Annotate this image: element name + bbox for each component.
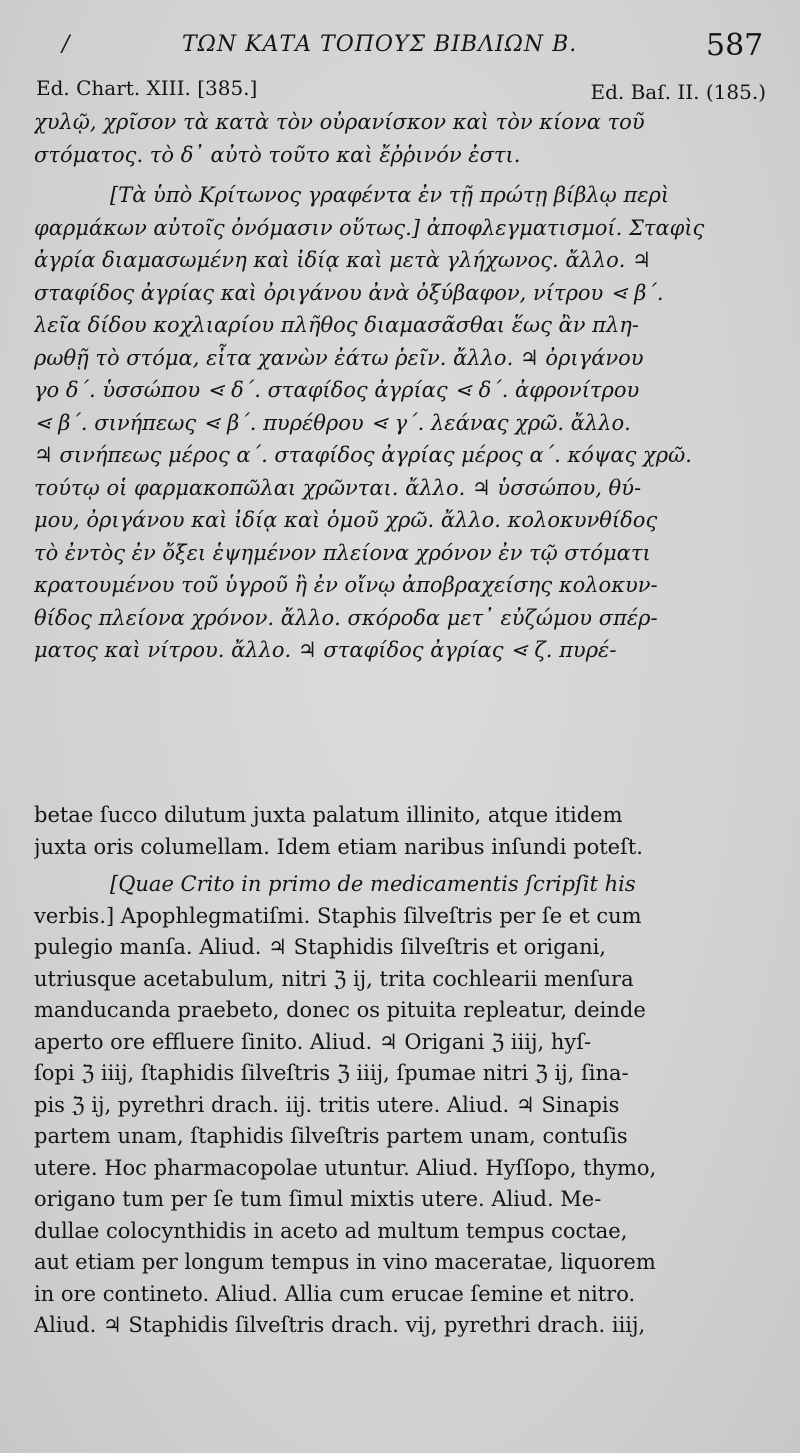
greek-line xyxy=(34,277,766,310)
latin-line-text: partem unam, ſtaphidis ſilveſtris partem unam, contuſis xyxy=(34,1124,628,1148)
latin-line xyxy=(34,1279,766,1311)
edition-basel: Ed. Baſ. II. (185.) xyxy=(590,80,766,104)
greek-line-text: ⋖ β´. σινήπεως ⋖ β´. πυρέθρου ⋖ γ´. λεάνας χρῶ. ἄλλο. xyxy=(34,410,631,435)
latin-line xyxy=(34,1121,766,1153)
latin-line xyxy=(34,1184,766,1216)
latin-line xyxy=(34,1216,766,1248)
greek-line xyxy=(34,537,766,570)
latin-line xyxy=(34,832,766,864)
greek-line-text: γο δ´. ὑσσώπου ⋖ δ´. σταφίδος ἀγρίας ⋖ δ´. ἀφρονίτρου xyxy=(34,378,640,402)
latin-line xyxy=(34,1153,766,1185)
latin-line-text: juxta oris columellam. Idem etiam naribus inſundi poteſt. xyxy=(34,834,643,859)
greek-line-text: ματος καὶ νίτρου. ἄλλο. ♃ σταφίδος ἀγρίας ⋖ ζ. πυρέ- xyxy=(34,638,617,662)
page-number: 587 xyxy=(706,28,764,63)
latin-line xyxy=(34,1058,766,1090)
latin-line-text: origano tum per ſe tum ſimul mixtis utere. Aliud. Me- xyxy=(34,1187,602,1211)
greek-line-text: χυλῷ, χρῖσον τὰ κατὰ τὸν οὐρανίσκον καὶ τὸν κίονα τοῦ xyxy=(34,110,645,134)
greek-line-text: τούτῳ οἱ φαρμακοπῶλαι χρῶνται. ἄλλο. ♃ ὑσσώπου, θύ- xyxy=(34,475,642,500)
latin-line xyxy=(34,932,766,964)
latin-line-text: manducanda praebeto, donec os pituita repleatur, deinde xyxy=(34,998,646,1022)
greek-line xyxy=(34,179,766,212)
edition-chartier: Ed. Chart. XIII. [385.] xyxy=(36,76,258,100)
latin-text-block xyxy=(34,800,766,1342)
latin-line-text: utere. Hoc pharmacopolae utuntur. Aliud. Hyſſopo, thymo, xyxy=(34,1155,657,1180)
latin-line-text: pulegio manſa. Aliud. ♃ Staphidis ſilveſtris et origani, xyxy=(34,935,606,959)
latin-line xyxy=(34,1027,766,1059)
latin-line-text: aperto ore effluere ſinito. Aliud. ♃ Origani ℨ iiij, hyſ- xyxy=(34,1029,592,1054)
greek-line-text: ρωθῇ τὸ στόμα, εἶτα χανὼν ἐάτω ῥεῖν. ἄλλο. ♃ ὀριγάνου xyxy=(34,345,644,370)
running-title: ΤΩΝ ΚΑΤΑ ΤΟΠΟΥΣ ΒΙΒΛΙΩΝ Β. xyxy=(182,32,578,57)
greek-line-text: θίδος πλείονα χρόνον. ἄλλο. σκόροδα μετ᾽ εὐζώμου σπέρ- xyxy=(34,605,658,630)
greek-line xyxy=(34,439,766,472)
greek-line xyxy=(34,309,766,342)
greek-line xyxy=(34,569,766,602)
latin-line xyxy=(34,964,766,996)
greek-line xyxy=(34,634,766,667)
latin-line-text: in ore contineto. Aliud. Allia cum erucae ſemine et nitro. xyxy=(34,1281,636,1306)
latin-line-text: ſopi ℨ iiij, ſtaphidis ſilveſtris ℨ iiij, ſpumae nitri ℨ ij, ſina- xyxy=(34,1061,629,1085)
greek-line xyxy=(34,407,766,440)
greek-line xyxy=(34,472,766,505)
greek-line-text: τὸ ἐντὸς ἐν ὄξει ἑψημένον πλείονα χρόνον ἐν τῷ στόματι xyxy=(34,540,651,565)
header-mark: / xyxy=(62,32,70,57)
greek-line-text: ἀγρία διαμασωμένη καὶ ἰδίᾳ καὶ μετὰ γλήχωνος. ἄλλο. ♃ xyxy=(34,248,651,272)
latin-line-text: pis ℨ ij, pyrethri drach. iij. tritis utere. Aliud. ♃ Sinapis xyxy=(34,1092,620,1117)
running-header xyxy=(0,28,800,68)
latin-line xyxy=(34,1310,766,1342)
greek-text-block xyxy=(34,106,766,667)
edition-line xyxy=(36,76,766,104)
latin-line xyxy=(34,1090,766,1122)
greek-line xyxy=(34,374,766,407)
latin-line xyxy=(34,995,766,1027)
latin-line-text: utriusque acetabulum, nitri ℨ ij, trita cochlearii menſura xyxy=(34,966,634,991)
greek-line xyxy=(34,244,766,277)
greek-line-text: [Τὰ ὑπὸ Κρίτωνος γραφέντα ἐν τῇ πρώτῃ βίβλῳ περὶ xyxy=(110,183,670,207)
greek-line-text: στόματος. τὸ δ᾽ αὐτὸ τοῦτο καὶ ἔῤῥινόν ἐστι. xyxy=(34,142,521,167)
greek-line xyxy=(34,342,766,375)
greek-line-text: φαρμάκων αὐτοῖς ὀνόμασιν οὕτως.] ἀποφλεγματισμοί. Σταφὶς xyxy=(34,215,705,240)
latin-line-text: betae ſucco dilutum juxta palatum illinito, atque itidem xyxy=(34,803,623,827)
greek-line xyxy=(34,139,766,172)
latin-line xyxy=(34,869,766,901)
latin-line xyxy=(34,800,766,832)
latin-line-text: [Quae Crito in primo de medicamentis ſcripſit his xyxy=(110,872,636,896)
greek-line xyxy=(34,602,766,635)
greek-line-text: ♃ σινήπεως μέρος α´. σταφίδος ἀγρίας μέρος α´. κόψας χρῶ. xyxy=(34,443,692,467)
greek-line-text: κρατουμένου τοῦ ὑγροῦ ἢ ἐν οἴνῳ ἀποβραχείσης κολοκυν- xyxy=(34,573,658,597)
latin-line xyxy=(34,1247,766,1279)
latin-line-text: dullae colocynthidis in aceto ad multum tempus coctae, xyxy=(34,1218,628,1243)
greek-line xyxy=(34,212,766,245)
greek-line-text: μου, ὀριγάνου καὶ ἰδίᾳ καὶ ὁμοῦ χρῶ. ἄλλο. κολοκυνθίδος xyxy=(34,508,658,532)
greek-line-text: σταφίδος ἀγρίας καὶ ὀριγάνου ἀνὰ ὀξύβαφον, νίτρου ⋖ β´. xyxy=(34,280,664,305)
latin-line xyxy=(34,901,766,933)
latin-line-text: aut etiam per longum tempus in vino maceratae, liquorem xyxy=(34,1250,656,1274)
greek-line xyxy=(34,504,766,537)
latin-line-text: verbis.] Apophlegmatiſmi. Staphis ſilveſtris per ſe et cum xyxy=(34,903,642,928)
greek-line xyxy=(34,106,766,139)
latin-line-text: Aliud. ♃ Staphidis ſilveſtris drach. vij, pyrethri drach. iiij, xyxy=(34,1313,646,1337)
greek-line-text: λεῖα δίδου κοχλιαρίου πλῆθος διαμασᾶσθαι ἕως ἂν πλη- xyxy=(34,313,639,337)
